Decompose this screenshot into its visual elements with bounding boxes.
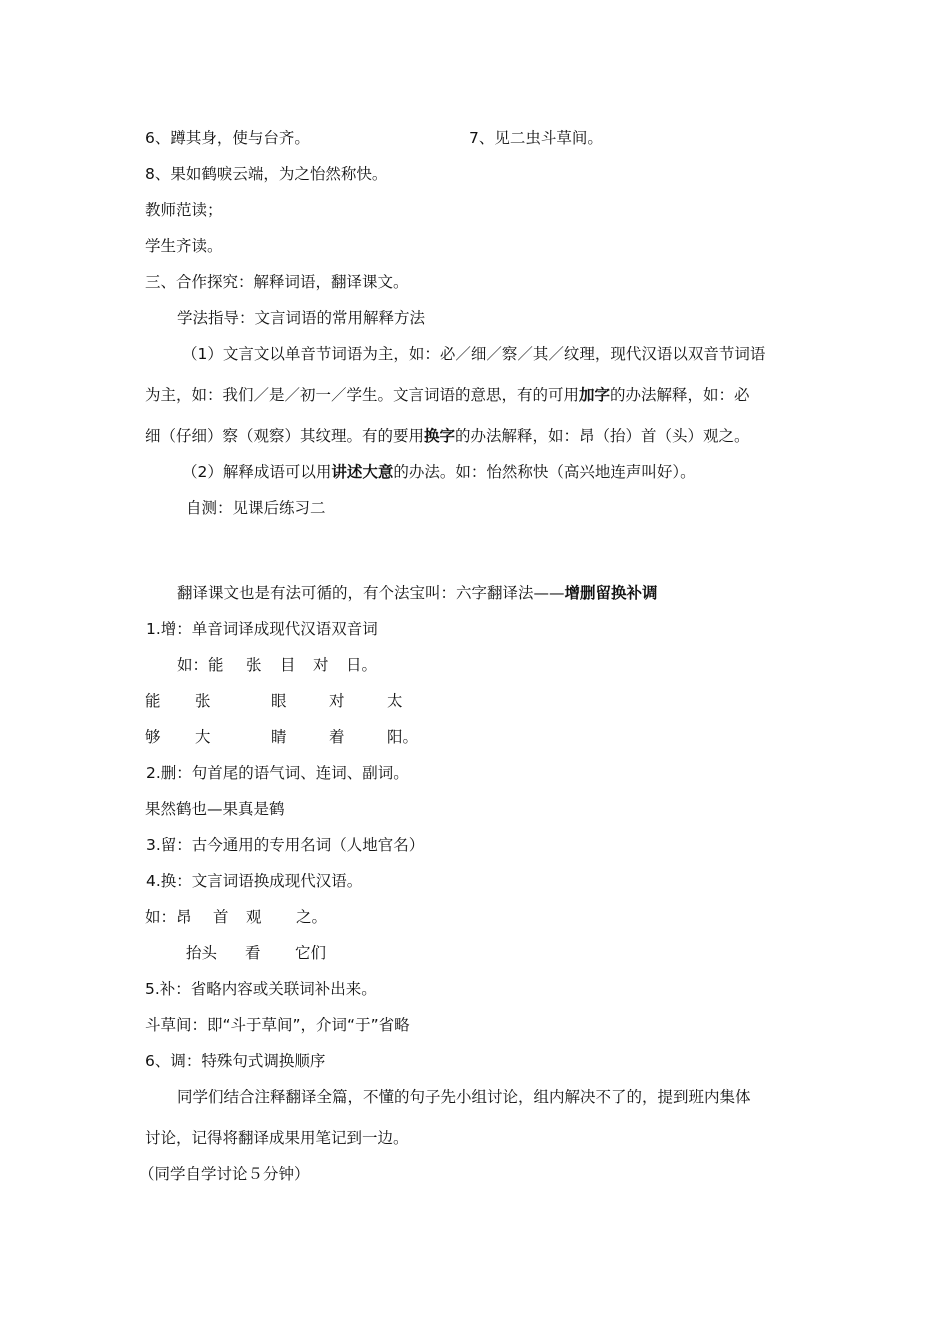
- item-6: 6、蹲其身，使与台齐。: [145, 129, 310, 147]
- rule-2: 2.删：句首尾的语气词、连词、副词。: [146, 764, 409, 782]
- example-1-label: 如：能: [177, 656, 224, 674]
- example-1-row-1-cell: 能: [145, 692, 161, 710]
- method-1-line-1: （1）文言文以单音节词语为主，如：必／细／察／其／纹理，现代汉语以双音节词语: [182, 345, 766, 363]
- example-5: 斗草间：即“斗于草间”，介词“于”省略: [145, 1016, 410, 1034]
- example-1-row-2-cell: 睛: [271, 728, 287, 746]
- example-4-row-1-cell: 观: [246, 908, 262, 926]
- rule-6: 6、调：特殊句式调换顺序: [145, 1052, 326, 1070]
- item-7: 7、见二虫斗草间。: [469, 129, 603, 147]
- example-1-row-2-cell: 大: [195, 728, 211, 746]
- teacher-read: 教师范读；: [145, 201, 223, 219]
- emphasis-main-idea: 讲述大意: [331, 463, 394, 481]
- rule-1: 1.增：单音词译成现代汉语双音词: [146, 620, 378, 638]
- rule-4: 4.换：文言词语换成现代汉语。: [146, 872, 363, 890]
- method-1-line-2: 为主，如：我们／是／初一／学生。文言词语的意思，有的可用加字的办法解释，如：必: [145, 386, 750, 404]
- translate-intro: 翻译课文也是有法可循的，有个法宝叫：六字翻译法——增删留换补调: [177, 584, 658, 602]
- example-4-row-1-cell: 如：昂: [145, 908, 192, 926]
- example-1-row-2-cell: 着: [329, 728, 345, 746]
- student-read: 学生齐读。: [145, 237, 223, 255]
- discussion-note: （同学自学讨论５分钟）: [139, 1165, 310, 1183]
- rule-5: 5.补：省略内容或关联词补出来。: [145, 980, 377, 998]
- item-8: 8、果如鹤唳云端，为之怡然称快。: [145, 165, 388, 183]
- example-4-row-2-cell: 它们: [295, 944, 327, 962]
- example-1-row-1-cell: 太: [387, 692, 403, 710]
- closing-line-1: 同学们结合注释翻译全篇，不懂的句子先小组讨论，组内解决不了的，提到班内集体: [177, 1088, 751, 1106]
- rule-3: 3.留：古今通用的专用名词（人地官名）: [146, 836, 425, 854]
- example-1-row-1-cell: 眼: [271, 692, 287, 710]
- example-4-row-1-cell: 首: [213, 908, 229, 926]
- example-1-char: 对: [313, 656, 329, 674]
- method-1-line-3: 细（仔细）察（观察）其纹理。有的要用换字的办法解释，如：昂（抬）首（头）观之。: [145, 427, 750, 445]
- example-4-row-1-cell: 之。: [296, 908, 328, 926]
- example-1-row-2-cell: 够: [145, 728, 161, 746]
- example-4-row-2-cell: 看: [245, 944, 261, 962]
- example-1-char: 目: [280, 656, 296, 674]
- six-char-method: 增删留换补调: [564, 584, 658, 602]
- section-3-title: 三、合作探究：解释词语，翻译课文。: [145, 273, 409, 291]
- emphasis-swap-char: 换字: [424, 427, 456, 445]
- example-1-row-2-cell: 阳。: [387, 728, 419, 746]
- example-1-row-1-cell: 对: [329, 692, 345, 710]
- example-2: 果然鹤也—果真是鹤: [145, 800, 285, 818]
- method-2: （2）解释成语可以用讲述大意的办法。如：怡然称快（高兴地连声叫好）。: [182, 463, 696, 481]
- example-4-row-2-cell: 抬头: [186, 944, 218, 962]
- example-1-char: 张: [246, 656, 262, 674]
- example-1-row-1-cell: 张: [195, 692, 211, 710]
- emphasis-add-char: 加字: [579, 386, 611, 404]
- self-test: 自测：见课后练习二: [186, 499, 326, 517]
- method-title: 学法指导：文言词语的常用解释方法: [177, 309, 426, 327]
- example-1-char: 日。: [346, 656, 378, 674]
- closing-line-2: 讨论，记得将翻译成果用笔记到一边。: [145, 1129, 409, 1147]
